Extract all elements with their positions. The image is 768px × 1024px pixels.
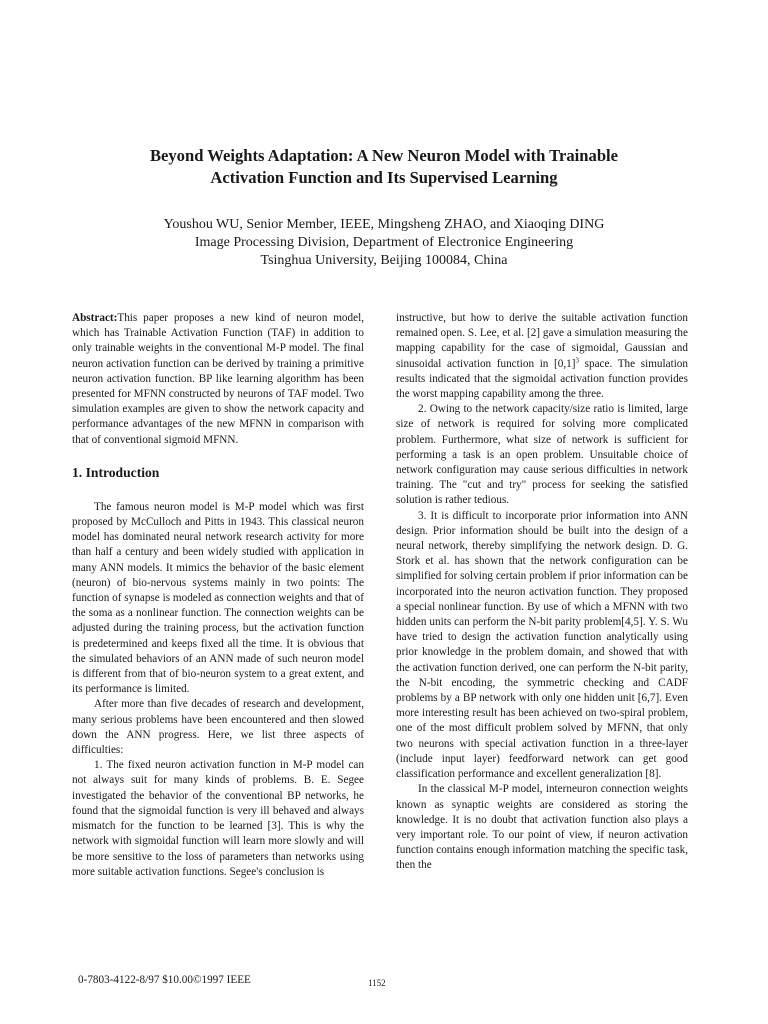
affiliation-line-1: Image Processing Division, Department of Electronice Engineering (194, 235, 574, 250)
author-block (60, 216, 708, 270)
author-names: Youshou WU, Senior Member, IEEE, Mingsheng ZHAO, and Xiaoqing DING (163, 217, 605, 232)
abstract-label: Abstract: (72, 312, 118, 324)
right-paragraph-2: 2. Owing to the network capacity/size ratio is limited, large size of network is required for solving more complicated problem. Furthermore, what size of network is sufficient for performing a task is an open problem. Unsuitable choice of network configuration may cause serious difficulties in network training. The "cut and try" process for seeking the satisfied solution is rather tedious. (396, 403, 688, 507)
paper-title (60, 145, 708, 189)
intro-paragraph-2: After more than five decades of research and development, many serious problems have been encountered and then slowed down the ANN progress. Here, we list three aspects of difficulties: (72, 698, 364, 757)
abstract (72, 311, 364, 448)
right-paragraph-1-b: space. The simulation results indicated that the sigmoidal activation function provides the worst mapping capability among the three. (396, 357, 688, 401)
abstract-text: This paper proposes a new kind of neuron model, which has Trainable Activation Function (TAF) in addition to only trainable weights in the conventional M-P model. The final neuron activation function can be derived by training a primitive neuron activation function. BP like learning algorithm has been presented for MFNN constructed by neurons of TAF model. Two simulation examples are given to show the network capacity and performance advantages of the new MFNN in comparison with that of conventional sigmoid MFNN. (72, 312, 364, 446)
right-paragraph-4: In the classical M-P model, interneuron connection weights known as synaptic weights are considered as storing the knowledge. It is no doubt that activation function also plays a very important role. To our point of view, if neuron activation function contains enough information matching the specific task, then the (396, 783, 688, 872)
footer-isbn: 0-7803-4122-8/97 $10.00©1997 IEEE (78, 974, 251, 986)
title-line-2: Activation Function and Its Supervised Learning (210, 168, 558, 187)
affiliation-line-2: Tsinghua University, Beijing 100084, China (260, 253, 508, 268)
right-paragraph-3: 3. It is difficult to incorporate prior information into ANN design. Prior information should be built into the design of a neural network, thereby simplifying the network design. D. G. Stork et al. has shown that the network configuration can be simplified for solving certain problem if prior information can be incorporated into the neuron activation function. They proposed a special nonlinear function. By use of which a MFNN with two hidden units can perform the N-bit parity problem[4,5]. Y. S. Wu have tried to design the activation function analytically using prior knowledge in the problem domain, and showed that with the activation function derived, one can perform the N-bit parity, the N-bit encoding, the symmetric checking and CADF problems by a BP network with only one hidden unit [6,7]. Even more interesting result has been achieved on two-spiral problem, one of the most difficult problem solved by MFNN, that only two neurons with special activation function in a three-layer (include input layer) feedforward network can get good classification performance and excellent generalization [8]. (396, 509, 688, 781)
left-column (72, 311, 364, 880)
section-heading-introduction: 1. Introduction (72, 464, 160, 480)
intro-paragraph-3: 1. The fixed neuron activation function in M-P model can not always suit for many kinds of problems. B. E. Segee investigated the behavior of the conventional BP networks, he found that the sigmoidal function is very ill behaved and always mismatch for the function to be learned [3]. This is why the network with sigmoidal function will learn more slowly and will be more sensitive to the loss of parameters than networks using more suitable activation functions. Segee's conclusion is (72, 759, 364, 878)
title-line-1: Beyond Weights Adaptation: A New Neuron Model with Trainable (149, 146, 619, 165)
page-number: 1152 (368, 978, 386, 988)
right-paragraph-1 (396, 311, 688, 402)
right-paragraph-1-a: instructive, but how to derive the suitable activation function remained open. S. Lee, et al. [2] gave a simulation measuring the mapping capability for the case of sigmoidal, Gaussian and sinusoidal activation function in [0,1] (396, 312, 688, 370)
right-column (396, 311, 688, 874)
intro-paragraph-1: The famous neuron model is M-P model which was first proposed by McCulloch and Pitts in 1943. This classical neuron model has dominated neural network research activity for more than half a century and been widely studied with application in many ANN models. It mimics the behavior of the basic element (neuron) of bio-nervous systems mainly in two points: The function of synapse is modeled as connection weights and that of the soma as a nonlinear function. The connection weights can be adjusted during the training process, but the activation function is predetermined and keeps fixed all the time. It is obvious that the simulated behaviors of an ANN made of such neuron model is different from that of bio-neuron system to a great extent, and its performance is limited. (72, 500, 364, 696)
superscript-3: 3 (575, 355, 579, 364)
